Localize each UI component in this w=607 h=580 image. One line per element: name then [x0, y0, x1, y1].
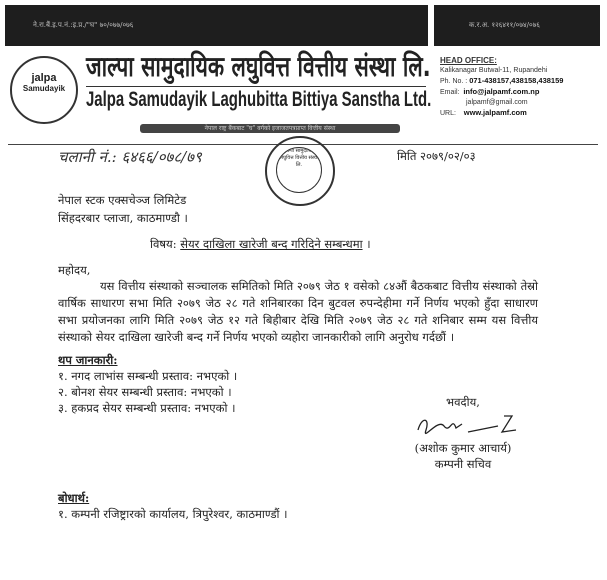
tax-number: क.र.अ. १२६४११/०७४/०७६ — [469, 21, 540, 29]
registration-number: ने.रा.बैं.इ.प.नं.:इ.प्र./"घ" ७०/०७७/०७६ — [33, 21, 134, 29]
company-stamp: जाल्पा सामुदायिक लघुवित्त वित्तीय संस्था लि. — [265, 136, 335, 206]
signature-image — [408, 410, 518, 436]
extra-item: ३. हकप्रद सेयर सम्बन्धी प्रस्ताव: नभएको । — [58, 401, 236, 415]
reference-number: चलानी नं.: ६४६६/०७८/७९ — [58, 148, 202, 166]
closing: भवदीय, — [446, 395, 480, 409]
registration-bar — [5, 5, 428, 46]
subject-text: सेयर दाखिला खारेजी बन्द गरिदिने सम्बन्धमा — [180, 237, 363, 251]
letter-lower — [58, 262, 538, 522]
subject-line: विषय: सेयर दाखिला खारेजी बन्द गरिदिने सम्बन्धमा । — [150, 237, 371, 251]
company-logo: jalpa Samudayik — [10, 56, 78, 124]
company-title-english: Jalpa Samudayik Laghubitta Bittiya Sanstha Ltd. — [86, 88, 432, 111]
extra-info-heading: थप जानकारी: — [58, 353, 118, 367]
salutation: महोदय, — [58, 263, 91, 277]
cc-heading: बोधार्थ: — [58, 491, 90, 505]
extra-item: २. बोनश सेयर सम्बन्धी प्रस्ताव: नभएको । — [58, 385, 232, 399]
tagline-strip: नेपाल राष्ट्र बैंकबाट "घ" वर्गको इजाजतपत्रप्राप्त वित्तीय संस्था — [140, 124, 400, 133]
cc-item: १. कम्पनी रजिष्ट्रारको कार्यालय, त्रिपुरेश्वर, काठमाण्डौं । — [58, 507, 288, 521]
recipient-line-1: नेपाल स्टक एक्सचेञ्ज लिमिटेड — [58, 193, 187, 207]
extra-item: १. नगद लाभांस सम्बन्धी प्रस्ताव: नभएको । — [58, 369, 238, 383]
letter-body: यस वित्तीय संस्थाको सञ्चालक समितिको मिति २०७९ जेठ १ वसेको ८४औं बैठकबाट वित्तीय संस्थाको तेस्रो वार्षिक साधारण सभा मिति २०७९ जेठ २८ गते शनिबारका दिन बुटवल रुपन्देहीमा गर्ने निर्णय भएको हुँदा साधारण सभा प्रयोजनका लागि मिति २०७९ जेठ १२ गते बिहीबार देखि मिति २०७९ जेठ २८ गते शनिबार सम्म यस वित्तीय संस्थाको सेयर दाखिला खारेजी बन्द गर्ने निर्णय भएको व्यहोरा जानकारीको लागि अनुरोध गर्दछौं । — [58, 279, 538, 344]
signatory-name: (अशोक कुमार आचार्य) — [414, 441, 512, 455]
recipient-line-2: सिंहदरबार प्लाजा, काठमाण्डौ । — [58, 211, 188, 225]
letter-date: मिति २०७९/०२/०३ — [397, 149, 476, 163]
tax-bar — [434, 5, 600, 46]
signatory-designation: कम्पनी सचिव — [434, 457, 492, 471]
company-title-nepali: जाल्पा सामुदायिक लघुवित्त वित्तीय संस्था लि. — [86, 50, 431, 83]
head-office-block: HEAD OFFICE: Kalikanagar Butwal-11, Rupandehi Ph. No. : 071-438157,438158,438159 Email: info@jalpamf.com.np jalpamf@gmail.com URL: www.jalpamf.com — [440, 56, 564, 117]
